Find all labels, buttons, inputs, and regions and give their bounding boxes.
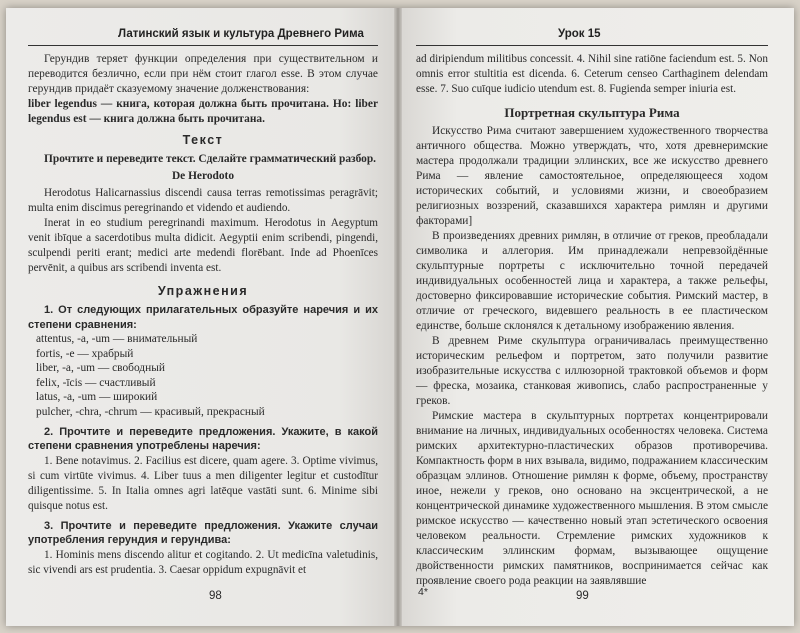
intro-example: liber legendus — книга, которая должна быть прочитана. Но: liber legendus est — книга должна быть прочитана. bbox=[28, 98, 378, 125]
section-title: Портретная скульптура Рима bbox=[504, 105, 680, 120]
left-page-header: Латинский язык и культура Древнего Рима bbox=[118, 28, 364, 40]
text-task: Прочтите и переведите текст. Сделайте грамматический разбор. bbox=[44, 153, 377, 165]
exercise-1-list bbox=[28, 332, 378, 420]
article-paragraph: Искусство Рима считают завершением художественного творчества античного общества. Можно утверждать, что, хотя древнеримские мастера продолжали традиции эллинских, все же искусство древнего Рима — явление самостоятельное, определяющееся ходом исторических событий, и условиями жизни, и своеобразием религиозных воззрений, сказавшихся характера римлян и другими факторами] bbox=[416, 125, 768, 227]
article-paragraph: Римские мастера в скульптурных портретах концентрировали внимание на личных, индивидуальных особенностях человека. Система римских архитектурно-пластических образов противоречива. Компактность форм в них взывала, видимо, подражанием классическим образцам эллинов. Отношение римлян к форме, объему, пространству иное, нежели у греков, оно основано на эксцентрической, а не концентрической динамике художественного мышления. В этом смысле римское искусство — качественно новый этап эстетического освоения человеком реальности. Стремление римских художников к классическим эллинским формам, вызывающее ощущение двойственности римских памятников, воспринимается сейчас как проявление своего рода реакции на заявлявшие bbox=[416, 410, 768, 587]
left-page-content bbox=[28, 52, 378, 578]
text-title: De Herodoto bbox=[171, 170, 235, 182]
list-item: pulcher, -chra, -chrum — красивый, прекрасный bbox=[36, 405, 265, 418]
list-item: fortis, -e — храбрый bbox=[36, 347, 134, 360]
exercise-3-heading: 3. Прочтите и переведите предложения. Укажите случаи употребления герундия и герундива: bbox=[28, 519, 378, 547]
article-paragraph: В произведениях древних римлян, в отличие от греков, преобладали символика и аллегория. Им принадлежали непревзойдённые скульптурные портреты с исключительно точной передачей индивидуальных особенностей лица и характера, а также рельефы, достоверно фиксировавшие исторические события. Римский мастер, в отличие от греческого, видевшего реальность в ее пластическом единстве, больше склонялся к детальному изображению явления. bbox=[416, 230, 768, 332]
book-gutter bbox=[394, 8, 402, 626]
text-section-title: Текст bbox=[182, 133, 224, 147]
intro-paragraph: Герундив теряет функции определения при существительном и переводится безлично, если при нём стоит глагол esse. В этом случае герундив придаёт сказуемому значение долженствования: bbox=[28, 53, 378, 95]
exercise-continuation: ad diripiendum militibus concessit. 4. Nihil sine ratiōne faciendum est. 5. Non omnis error stultitia est dicenda. 6. Ceterum censeo Carthaginem delendam esse. 7. Suo cuīque iudicio utendum est. 8. Fugienda semper iniuria est. bbox=[416, 53, 768, 95]
exercise-1-heading: 1. От следующих прилагательных образуйте наречия и их степени сравнения: bbox=[28, 304, 378, 331]
right-page bbox=[398, 8, 794, 626]
page-number: 99 bbox=[576, 590, 589, 602]
list-item: felix, -īcis — счастливый bbox=[36, 376, 156, 389]
right-page-header: Урок 15 bbox=[558, 28, 601, 40]
header-rule bbox=[416, 45, 768, 46]
signature-mark: 4* bbox=[418, 586, 428, 598]
exercise-2-heading: 2. Прочтите и переведите предложения. Укажите, в какой степени сравнения употреблены наречия: bbox=[28, 425, 378, 453]
list-item: attentus, -a, -um — внимательный bbox=[36, 333, 198, 345]
list-item: liber, -a, -um — свободный bbox=[36, 362, 165, 375]
exercise-3-body: 1. Hominis mens discendo alitur et cogitando. 2. Ut medicīna valetudinis, sic vivendi ars est prudentia. 3. Caesar oppidum expugnāvit et bbox=[28, 548, 378, 576]
exercise-2-body: 1. Bene notavimus. 2. Facilius est dicere, quam agere. 3. Optime vivimus, si cum virtūte vivimus. 4. Liber tuus a men diligenter legitur et custodītur diligentissime. 5. In Italia omnes agri latēque vastāti sunt. 6. Minime sibi quisque notus est. bbox=[28, 454, 378, 512]
list-item: latus, -a, -um — широкий bbox=[36, 391, 158, 404]
page-number: 98 bbox=[209, 590, 222, 602]
left-page bbox=[6, 8, 398, 626]
text-body-paragraph: Herodotus Halicarnassius discendi causa terras remotissimas peragrāvit; multa enim discimus peregrinando et videndo et audiendo. bbox=[28, 187, 378, 214]
article-paragraph: В древнем Риме скульптура ограничивалась преимущественно историческим рельефом и портретом, зато получили развитие изобразительные искусства с иллюзорной трактовкой объемов и форм — фреска, мозаика, станковая живопись, слабо распространенные у греков. bbox=[416, 335, 768, 407]
text-body-paragraph: Inerat in eo studium peregrinandi maximum. Herodotus in Aegyptum venit ibīque a sacerdotibus multa didicit. Aegyptii enim scribendi, pingendi, sculpendi periti erant; medici arte medendi florēbant. Inde ad Phoenīces pervēnit, a quibus ars scribendi inventa est. bbox=[28, 217, 378, 274]
exercises-title: Упражнения bbox=[157, 284, 249, 298]
header-rule bbox=[28, 45, 378, 46]
book-spread bbox=[6, 8, 794, 626]
right-page-content bbox=[416, 52, 768, 589]
